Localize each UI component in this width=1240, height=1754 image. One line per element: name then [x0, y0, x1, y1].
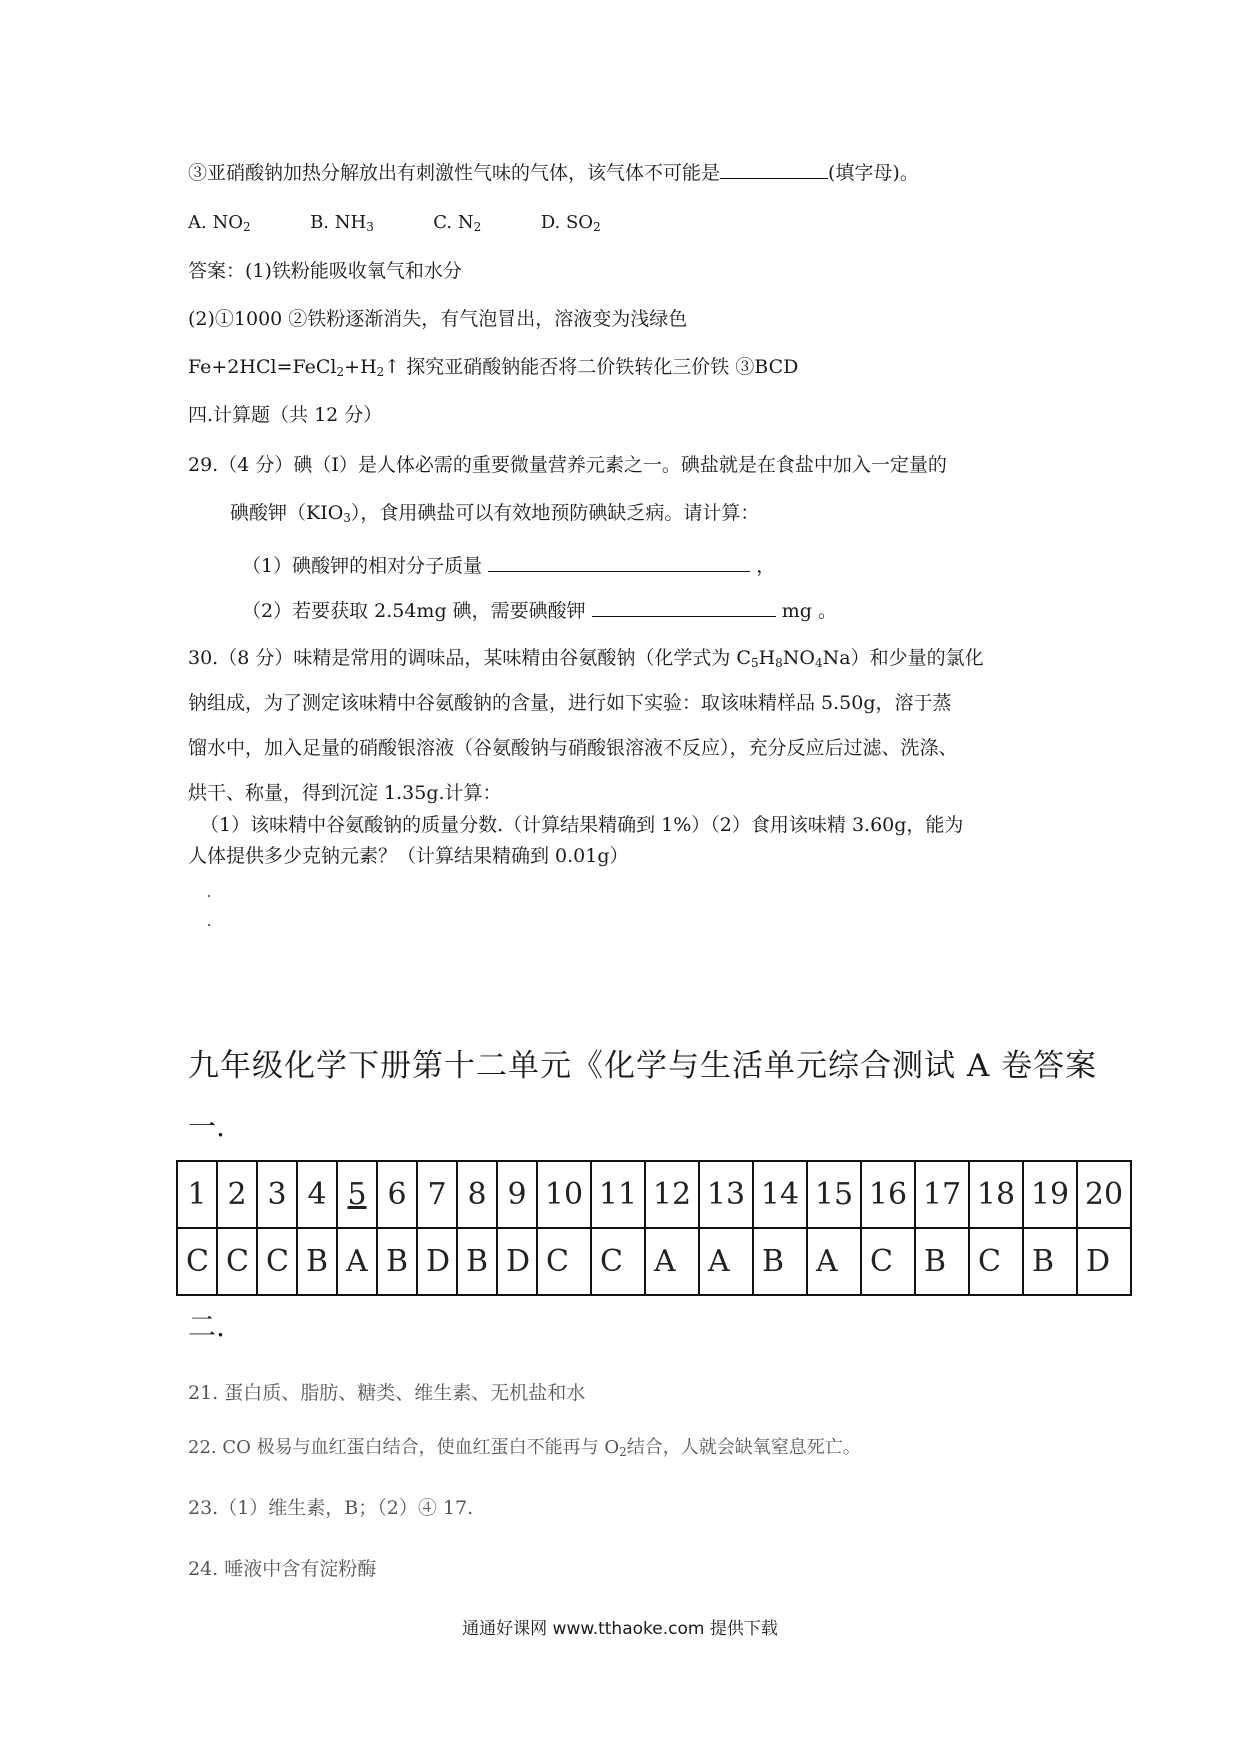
answer-cell: D — [1077, 1228, 1131, 1295]
answer-blank — [488, 553, 750, 572]
answer-cell: A — [337, 1228, 377, 1295]
answer-line-3: $Fe+2HCl=FeCl_2+H_2↑$ 探究亚硝酸钠能否将二价铁转化三价铁 ③BCD — [188, 356, 799, 379]
question-number-cell: 1 — [177, 1161, 217, 1228]
answer-blank — [592, 598, 776, 617]
answer-cell: B — [377, 1228, 417, 1295]
answer-23: 23.（1）维生素，B；（2）④ 17. — [188, 1497, 474, 1519]
question-30-line-4: 烘干、称量，得到沉淀 1.35g.计算： — [188, 782, 502, 804]
question-30-line-2: 钠组成，为了测定该味精中谷氨酸钠的含量，进行如下实验：取该味精样品 5.50g，溶于蒸 — [188, 692, 952, 714]
answer-cell: C — [217, 1228, 257, 1295]
question-29-line-1: 29.（4 分）碘（I）是人体必需的重要微量营养元素之一。碘盐就是在食盐中加入一定量的 — [188, 454, 947, 476]
answer-cell: B — [1023, 1228, 1077, 1295]
answer-cell: A — [699, 1228, 753, 1295]
question-number-cell: 20 — [1077, 1161, 1131, 1228]
question-30-line-1: 30.（8 分）味精是常用的调味品，某味精由谷氨酸钠（化学式为 $C_5H_8NO_4Na$）和少量的氯化 — [188, 647, 984, 670]
footer-credit: 通通好课网 www.tthaoke.com 提供下载 — [462, 1619, 778, 1639]
answer-cell: A — [645, 1228, 699, 1295]
option-c: C. $N_2$ — [433, 212, 482, 234]
answer-line-2: (2)①1000 ②铁粉逐渐消失，有气泡冒出，溶液变为浅绿色 — [188, 308, 688, 330]
option-b: B. $NH_3$ — [310, 212, 374, 234]
answer-cell: C — [537, 1228, 591, 1295]
answer-cell: C — [591, 1228, 645, 1295]
answer-cell: B — [753, 1228, 807, 1295]
answer-cell: C — [969, 1228, 1023, 1295]
question-number-cell: 19 — [1023, 1161, 1077, 1228]
answer-line-1: 答案：(1)铁粉能吸收氧气和水分 — [188, 260, 462, 282]
answer-cell: B — [915, 1228, 969, 1295]
question-number-cell: 13 — [699, 1161, 753, 1228]
question-30-line-3: 馏水中，加入足量的硝酸银溶液（谷氨酸钠与硝酸银溶液不反应），充分反应后过滤、洗涤、 — [188, 737, 958, 759]
question-number-cell: 16 — [861, 1161, 915, 1228]
question-number-cell: 11 — [591, 1161, 645, 1228]
answer-24: 24. 唾液中含有淀粉酶 — [188, 1558, 377, 1580]
question-3-line: ③亚硝酸钠加热分解放出有刺激性气味的气体，该气体不可能是 (填字母)。 — [188, 162, 919, 184]
answer-table — [176, 1160, 1132, 1296]
option-a: A. $NO_2$ — [188, 212, 251, 234]
question-number-cell: 5 — [337, 1161, 377, 1228]
question-number-cell: 14 — [753, 1161, 807, 1228]
question-number-cell: 8 — [457, 1161, 497, 1228]
question-number-cell: 15 — [807, 1161, 861, 1228]
answer-cell: D — [417, 1228, 457, 1295]
table-row-answers — [177, 1228, 1131, 1295]
table-row-numbers — [177, 1161, 1131, 1228]
question-number-cell: 9 — [497, 1161, 537, 1228]
question-29-part-1: （1）碘酸钾的相对分子质量 ， — [242, 555, 776, 577]
answer-21: 21. 蛋白质、脂肪、糖类、维生素、无机盐和水 — [188, 1382, 586, 1404]
answer-key-title: 九年级化学下册第十二单元《化学与生活单元综合测试 A 卷答案 — [188, 1048, 1098, 1084]
answer-cell: C — [257, 1228, 297, 1295]
section-two-label: 二. — [188, 1310, 225, 1343]
answer-cell: C — [177, 1228, 217, 1295]
question-number-cell: 12 — [645, 1161, 699, 1228]
question-number-cell: 7 — [417, 1161, 457, 1228]
question-number-cell: 10 — [537, 1161, 591, 1228]
section-4-heading: 四.计算题（共 12 分） — [188, 404, 383, 426]
question-number-cell: 2 — [217, 1161, 257, 1228]
section-one-label: 一. — [188, 1110, 225, 1143]
question-number-cell: 6 — [377, 1161, 417, 1228]
answer-cell: A — [807, 1228, 861, 1295]
question-29-part-2: （2）若要获取 2.54mg 碘，需要碘酸钾 mg 。 — [242, 600, 837, 622]
answer-cell: B — [457, 1228, 497, 1295]
answer-cell: C — [861, 1228, 915, 1295]
answer-22: 22. CO 极易与血红蛋白结合，使血红蛋白不能再与 $O_2$结合，人就会缺氧窒息死亡。 — [188, 1437, 861, 1459]
answer-blank — [720, 160, 828, 179]
question-number-cell: 18 — [969, 1161, 1023, 1228]
speck — [208, 924, 210, 926]
answer-cell: D — [497, 1228, 537, 1295]
question-number-cell: 3 — [257, 1161, 297, 1228]
speck — [208, 895, 210, 897]
question-29-line-2: 碘酸钾$(KIO_3)$，食用碘盐可以有效地预防碘缺乏病。请计算： — [230, 502, 760, 525]
question-number-cell: 17 — [915, 1161, 969, 1228]
answer-cell: B — [297, 1228, 337, 1295]
question-30-line-5: （1）该味精中谷氨酸钠的质量分数.（计算结果精确到 1%）（2）食用该味精 3.60g，能为 — [200, 814, 964, 836]
options-line — [188, 210, 601, 240]
option-d: D. $SO_2$ — [540, 212, 601, 234]
question-number-cell: 4 — [297, 1161, 337, 1228]
question-30-line-6: 人体提供多少克钠元素？（计算结果精确到 0.01g） — [188, 845, 629, 867]
